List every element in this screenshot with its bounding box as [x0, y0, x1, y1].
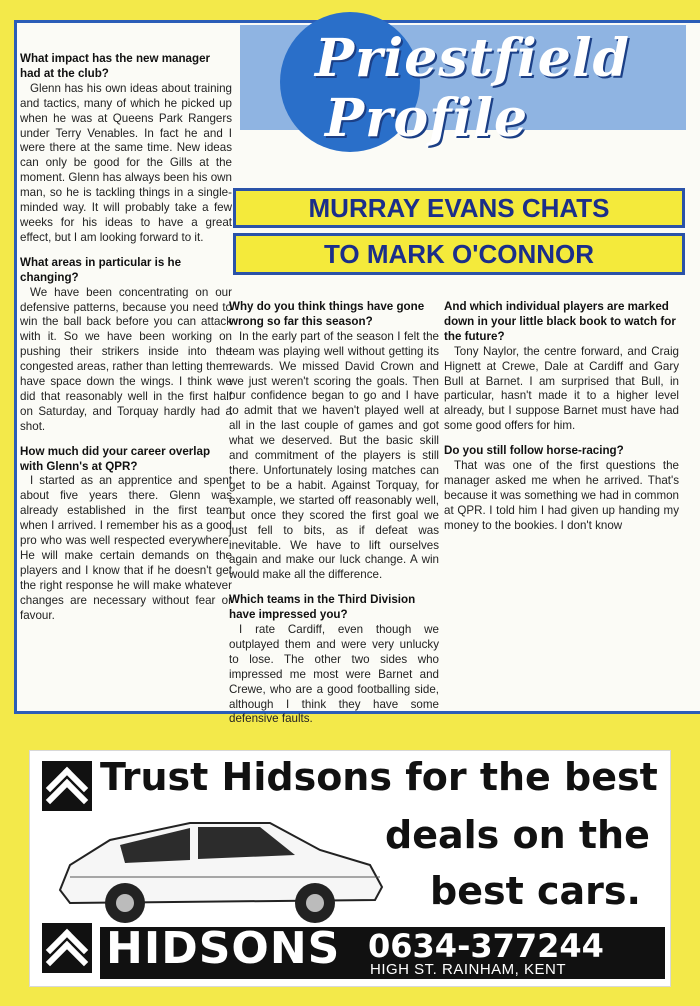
column-1 — [20, 52, 232, 634]
question: How much did your career overlap with Glenn's at QPR? — [20, 444, 211, 473]
ad-headline-1: Trust Hidsons for the best — [100, 755, 658, 799]
title-priestfield: Priestfield — [315, 28, 630, 89]
question: Which teams in the Third Division have impressed you? — [229, 593, 416, 622]
answer: I started as an apprentice and spent about five years there. Glenn was already established in the first team when I arrived. I remember his as a good pro who was well respected everywhere. He will make certain demands on the players and I know that if he doesn't get the right response he will make whatever changes are necessary without fear or favour. — [20, 474, 232, 622]
title-profile: Profile — [325, 88, 529, 149]
answer: I rate Cardiff, even though we outplayed them and were very unlucky to lose. The other two sides who impressed me most were Barnet and Crewe, who are a good footballing side, although I think they have some defensive faults. — [229, 623, 439, 726]
answer: We have been concentrating on our defensive patterns, because you need to win the ball back before you can attack with it. So we have been working on pushing their strikers inside into the congested areas, rather than letting them have space down the wings. I think we did that reasonably well in the first half on Saturday, and Torquay hardly had a shot. — [20, 285, 232, 433]
subtitle-line-1: MURRAY EVANS CHATS — [233, 188, 685, 228]
brand-name: HIDSONS — [106, 923, 341, 974]
answer: Glenn has his own ideas about training and tactics, many of which he picked up when he was at Queens Park Rangers under Terry Venables. In fact he and I were there at the same time. New ideas can only be good for the Gills at the moment. Glenn has always been his own man, so he is tackling things in a single-minded way. It will probably take a few weeks for his ideas to have a great effect, but I am looking forward to it. — [20, 81, 232, 244]
ad-headline-3: best cars. — [430, 869, 641, 913]
ad-headline-2: deals on the — [385, 813, 650, 857]
question: Why do you think things have gone wrong so far this season? — [229, 300, 425, 328]
question: What impact has the new manager had at the club? — [20, 52, 211, 80]
subtitle-line-2: TO MARK O'CONNOR — [233, 233, 685, 275]
question: And which individual players are marked down in your little black book to watch for the future? — [444, 300, 676, 343]
question: Do you still follow horse-racing? — [444, 444, 624, 458]
address: HIGH ST. RAINHAM, KENT — [370, 961, 567, 978]
hidsons-advert — [29, 750, 671, 987]
column-3 — [444, 300, 679, 544]
answer: That was one of the first questions the manager asked me when he arrived. That's because it was something we had in common at QPR. I told him I had given up handing my money to the bookies. I don't know — [444, 459, 679, 532]
question: What areas in particular is he changing? — [20, 255, 182, 284]
citroen-logo-icon — [42, 923, 92, 973]
car-icon — [50, 795, 390, 925]
answer: In the early part of the season I felt the team was playing well without getting its rewards. We missed David Crown and we just weren't scoring the goals. Then our confidence began to go and I have to admit that we haven't played well at all in the last couple of games and got what we deserved. But the basic skill and commitment of the players is still there. Unfortunately losing matches can get to be a habit. Against Torquay, for example, we started off reasonably well, but once they scored the first goal we just fell to bits, as if defeat was inevitable. We have to lift ourselves again and make our luck change. A win would make all the difference. — [229, 329, 439, 582]
answer: Tony Naylor, the centre forward, and Craig Hignett at Crewe, Dale at Cardiff and Gary Bull at Barnet. I am surprised that Bull, in particular, hasn't made it to a higher level already, but I suppose Barnet must have had some good offers for him. — [444, 344, 679, 433]
phone-number: 0634-377244 — [368, 927, 604, 965]
column-2 — [229, 300, 439, 737]
